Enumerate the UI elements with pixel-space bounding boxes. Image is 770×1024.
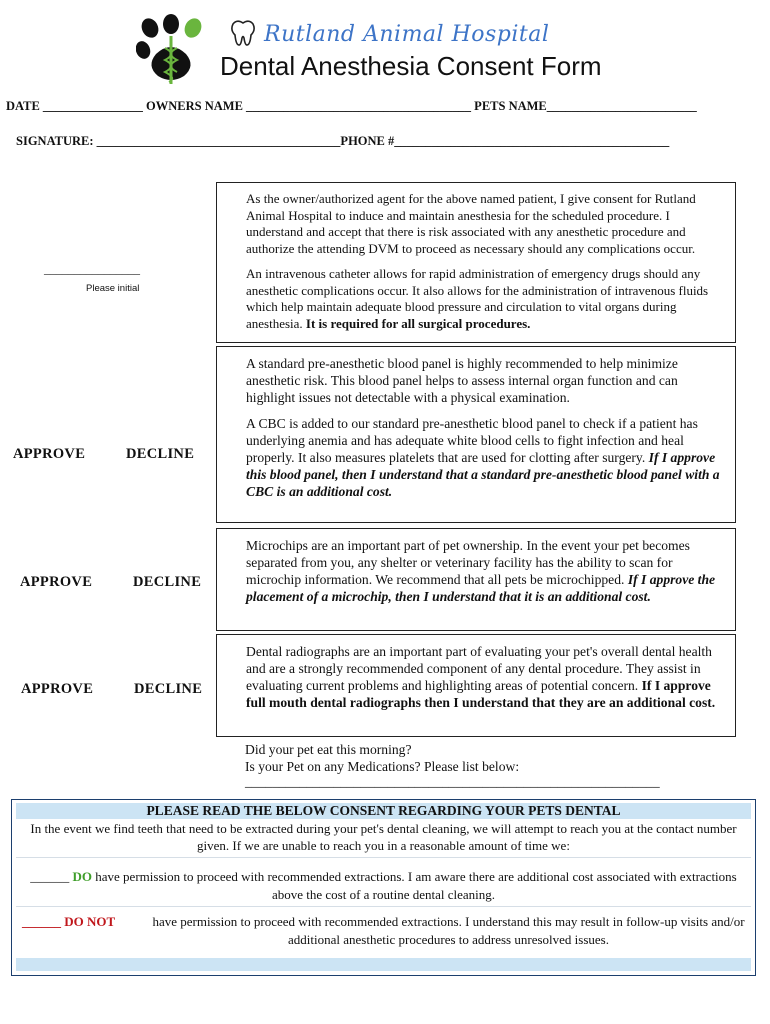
microchip-decline[interactable]: DECLINE [133, 574, 202, 590]
blood-panel-cost-note: If I approve this blood panel, then I understand that a standard pre-anesthetic blood panel with a CBC is an additional cost. [246, 450, 720, 499]
anesthesia-paragraph: As the owner/authorized agent for the above named patient, I give consent for Rutland Animal Hospital to induce and maintain anesthesia for the scheduled procedure. I understand and accept that there is risk associated with any anesthetic procedure and authorize the attending DVM to proceed as necessary should any complications occur. [246, 191, 696, 256]
donot-initial-blank: ______ [22, 914, 61, 929]
microchip-box [216, 528, 736, 631]
blood-panel-box [216, 346, 736, 523]
do-initial-blank: ______ [30, 869, 70, 884]
cbc-paragraph: A CBC is added to our standard pre-anesthetic blood panel to check if a patient has underlying anemia and has adequate white blood cells to fight infection and heal properly. It also measures platelets that are used for clotting after surgery. If I approve this blood panel, then I understand that a standard pre-anesthetic blood panel with a CBC is an additional cost. [246, 416, 720, 499]
form-title: Dental Anesthesia Consent Form [220, 51, 602, 81]
do-label: DO [72, 869, 93, 884]
do-not-extract-option[interactable] [22, 913, 745, 949]
blood-panel-decline[interactable]: DECLINE [126, 446, 195, 462]
microchip-cost-note: If I approve the placement of a microchip, then I understand that it is an additional cost. [246, 572, 716, 604]
panel-footer-band [16, 958, 751, 971]
medications-field[interactable]: _____________________________________________________________ [245, 774, 660, 789]
radiographs-cost-note: If I approve full mouth dental radiographs then I understand that they are an additional cost. [246, 678, 716, 710]
anesthesia-consent-box [216, 182, 736, 343]
catheter-paragraph: An intravenous catheter allows for rapid administration of emergency drugs should any anesthetic complications occur. It also allows for the administration of intravenous fluids which help maintain adequate blood pressure and circulation to vital organs during anesthesia. It is required for all surgical procedures. [246, 266, 709, 331]
radiographs-approve[interactable]: APPROVE [21, 681, 94, 697]
initial-field[interactable]: ________________ [44, 262, 140, 276]
donot-text: have permission to proceed with recommended extractions. I understand this may result in follow-up visits and/or additional anesthetic procedures to address unresolved issues. [152, 914, 745, 947]
radiographs-box [216, 634, 736, 737]
catheter-required-note: It is required for all surgical procedures. [305, 315, 531, 331]
hospital-name: Rutland Animal Hospital [264, 22, 550, 47]
donot-label: DO NOT [64, 914, 116, 929]
divider [16, 906, 751, 907]
signature-phone-fields[interactable]: SIGNATURE: _______________________________________PHONE #____________________________________________ [16, 134, 670, 148]
blood-panel-approve[interactable]: APPROVE [13, 446, 86, 462]
paw-caduceus-logo-icon [136, 14, 206, 86]
tooth-icon [228, 18, 258, 48]
extraction-consent-panel [11, 799, 756, 976]
blood-panel-paragraph: A standard pre-anesthetic blood panel is highly recommended to help minimize anesthetic risk. This blood panel helps to assess internal organ function and can highlight issues not detectable with a physical examination. [246, 356, 678, 405]
owner-pet-fields[interactable]: DATE ________________ OWNERS NAME ____________________________________ PETS NAME________________________ [6, 99, 697, 113]
consent-intro: In the event we find teeth that need to be extracted during your pet's dental cleaning, we will attempt to reach you at the contact number given. If we are unable to reach you in a reasonable amount of time we: [30, 821, 737, 853]
do-extract-option[interactable] [22, 868, 745, 904]
initial-label: Please initial [86, 283, 140, 294]
microchip-approve[interactable]: APPROVE [20, 574, 93, 590]
medications-question: Is your Pet on any Medications? Please list below: [245, 759, 520, 774]
consent-heading: PLEASE READ THE BELOW CONSENT REGARDING YOUR PETS DENTAL [146, 803, 621, 818]
radiographs-decline[interactable]: DECLINE [134, 681, 203, 697]
eat-question: Did your pet eat this morning? [245, 742, 412, 757]
radiographs-paragraph: Dental radiographs are an important part of evaluating your pet's overall dental health and are a strongly recommended component of any dental procedure. They assist in evaluating current problems and highlighting areas of potential concern. If I approve full mouth dental radiographs then I understand that they are an additional cost. [246, 644, 716, 710]
microchip-paragraph: Microchips are an important part of pet ownership. In the event your pet becomes separated from you, any shelter or veterinary facility has the ability to scan for microchip information. We recommend that all pets be microchipped. If I approve the placement of a microchip, then I understand that it is an additional cost. [246, 538, 716, 604]
divider [16, 857, 751, 858]
do-text: have permission to proceed with recommended extractions. I am aware there are additional cost associated with extractions above the cost of a routine dental cleaning. [95, 869, 737, 902]
